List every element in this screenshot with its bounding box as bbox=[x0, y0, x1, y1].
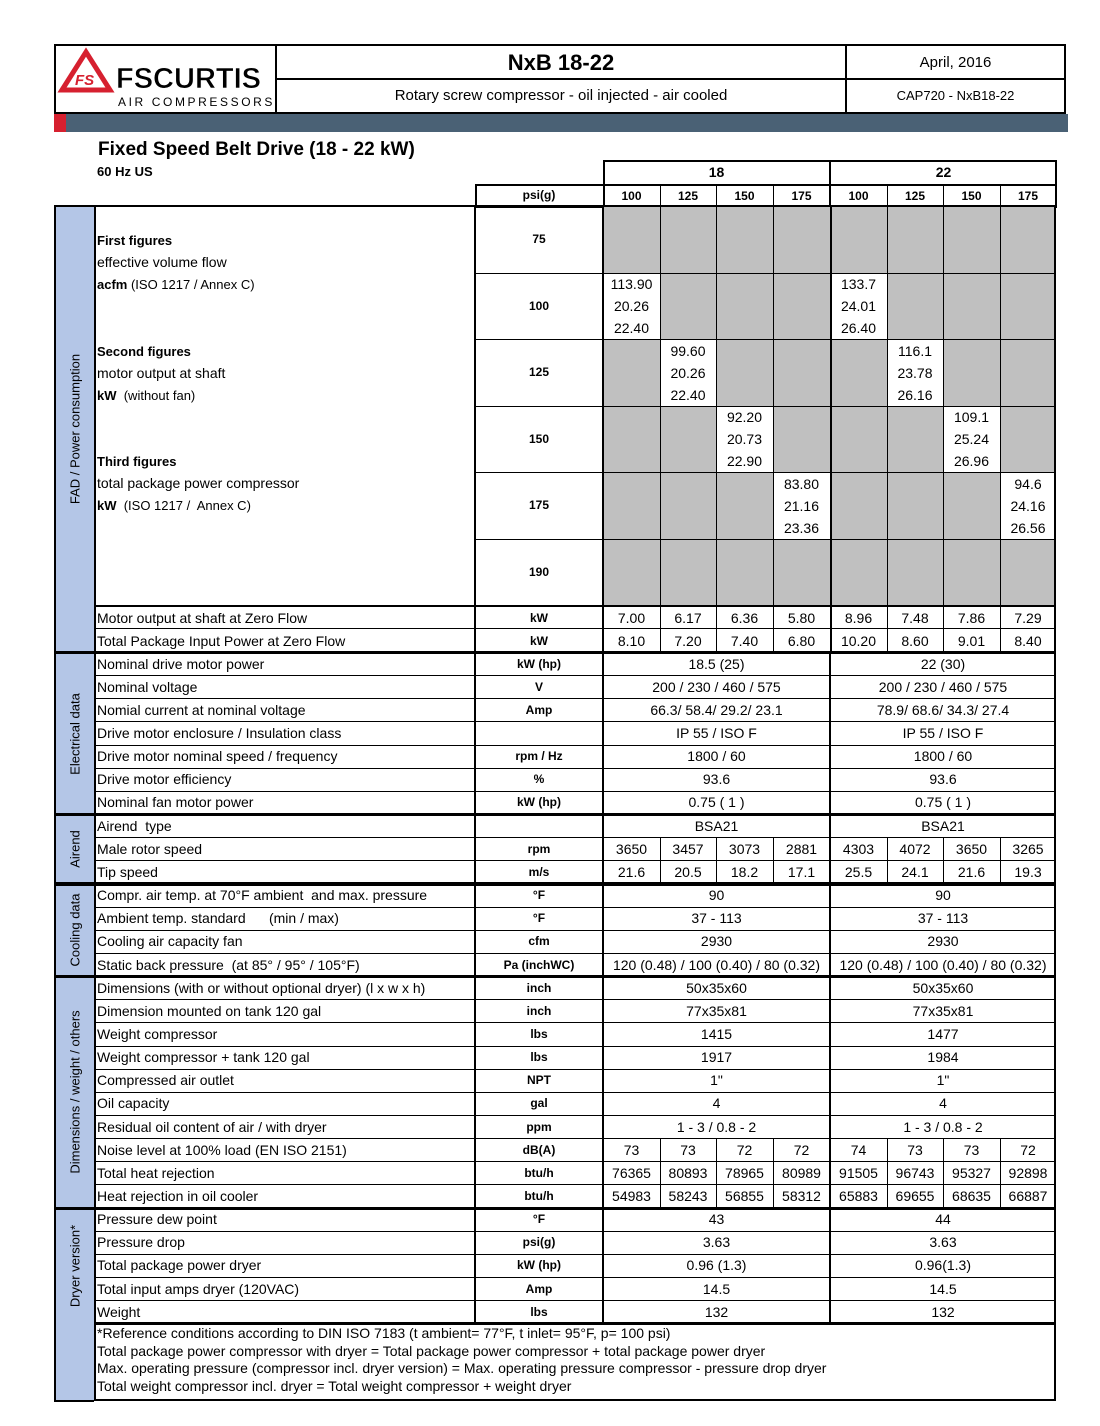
spec-row-value: 74 bbox=[850, 1141, 867, 1158]
footnote-line: *Reference conditions according to DIN ISO 7183 (t ambient= 77°F, t inlet= 95°F, p= 100 psi) bbox=[97, 1325, 671, 1342]
spec-row-value: 72 bbox=[793, 1141, 810, 1158]
pressure-header: 175 bbox=[1017, 189, 1039, 203]
spec-value-18: 1800 / 60 bbox=[687, 748, 746, 765]
spec-value-22: 93.6 bbox=[929, 771, 957, 788]
section-label: Airend bbox=[67, 830, 83, 869]
fad-value: 113.90 bbox=[610, 276, 653, 292]
spec-value-18: BSA21 bbox=[694, 817, 739, 834]
spec-row-unit: lbs bbox=[530, 1050, 548, 1065]
brand-logo bbox=[56, 46, 277, 112]
spec-value-18: 1917 bbox=[700, 1049, 733, 1066]
spec-value-18: 132 bbox=[704, 1303, 729, 1320]
fad-value: 23.78 bbox=[897, 364, 933, 381]
fad-label-bold: acfm bbox=[97, 276, 128, 292]
spec-row-unit: rpm bbox=[527, 841, 551, 856]
spec-row-unit: gal bbox=[530, 1096, 548, 1111]
fad-value: 20.26 bbox=[613, 298, 650, 314]
spec-row-value: 2881 bbox=[785, 840, 818, 857]
spec-row-unit: psi(g) bbox=[522, 1235, 556, 1250]
grid-line bbox=[474, 1208, 476, 1324]
fad-value: 22.90 bbox=[726, 453, 763, 469]
spec-row-unit: inch bbox=[526, 1003, 552, 1018]
pressure-header: 150 bbox=[961, 189, 982, 203]
spec-value-22: 14.5 bbox=[929, 1280, 957, 1297]
spec-value-18: 93.6 bbox=[702, 771, 731, 788]
header-accent-red bbox=[54, 114, 66, 132]
spec-value-18: 37 - 113 bbox=[691, 910, 742, 927]
section-frame bbox=[94, 884, 1056, 978]
spec-value-22: 1800 / 60 bbox=[913, 748, 973, 765]
fad-pressure-125: 125 bbox=[528, 365, 550, 380]
pressure-header: 125 bbox=[904, 189, 926, 203]
spec-row-unit: °F bbox=[532, 911, 546, 926]
fad-pressure-75: 75 bbox=[532, 232, 546, 247]
section-frame bbox=[94, 205, 1056, 653]
zero-flow-value: 7.40 bbox=[730, 632, 759, 649]
spec-row-label: Total input amps dryer (120VAC) bbox=[97, 1280, 300, 1297]
spec-row-label: Pressure dew point bbox=[97, 1211, 217, 1228]
spec-value-18: 0.96 (1.3) bbox=[686, 1257, 747, 1274]
grid-line bbox=[602, 1208, 604, 1324]
spec-value-18: 1415 bbox=[700, 1025, 733, 1042]
fs-curtis-logo-icon bbox=[56, 46, 273, 112]
spec-row-unit: Amp bbox=[525, 1281, 553, 1296]
spec-row-unit: V bbox=[534, 679, 543, 694]
page-subtitle: 60 Hz US bbox=[97, 164, 153, 179]
zero-flow-unit: kW bbox=[530, 633, 548, 648]
spec-value-18: 0.75 ( 1 ) bbox=[688, 794, 745, 811]
spec-value-22: 1477 bbox=[927, 1025, 959, 1042]
pressure-header: 100 bbox=[848, 189, 869, 203]
zero-flow-label: Motor output at shaft at Zero Flow bbox=[97, 609, 308, 626]
grid-line bbox=[602, 205, 604, 652]
spec-value-22: 3.63 bbox=[929, 1234, 957, 1251]
doc-code: CAP720 - NxB18-22 bbox=[896, 88, 1015, 103]
spec-row-unit: kW (hp) bbox=[517, 1258, 561, 1273]
spec-row-unit: inch bbox=[526, 980, 552, 995]
spec-row-label: Oil capacity bbox=[97, 1095, 170, 1112]
spec-value-18: 90 bbox=[708, 887, 725, 904]
spec-row-value: 69655 bbox=[895, 1188, 935, 1204]
fad-label-bold: First figures bbox=[97, 232, 173, 248]
fad-value: 94.6 bbox=[1014, 475, 1042, 492]
pressure-header: 125 bbox=[677, 189, 699, 203]
fad-value: 99.60 bbox=[670, 342, 706, 359]
zero-flow-value: 8.60 bbox=[901, 632, 929, 649]
spec-row-label: Weight bbox=[97, 1303, 141, 1320]
spec-value-22: 1984 bbox=[927, 1049, 959, 1066]
spec-row-value: 72 bbox=[1020, 1141, 1036, 1158]
spec-value-18: 120 (0.48) / 100 (0.40) / 80 (0.32) bbox=[612, 956, 820, 973]
spec-row-value: 91505 bbox=[839, 1164, 878, 1181]
spec-row-label: Nominal voltage bbox=[97, 678, 198, 695]
zero-flow-value: 6.80 bbox=[787, 632, 816, 649]
fad-pressure-100: 100 bbox=[528, 298, 550, 313]
spec-row-value: 96743 bbox=[895, 1164, 935, 1181]
spec-row-label: Static back pressure (at 85° / 95° / 105°F) bbox=[97, 956, 360, 973]
fad-label-text: (without fan) bbox=[116, 387, 196, 403]
spec-row-label: Weight compressor + tank 120 gal bbox=[97, 1049, 310, 1066]
spec-row-label: Compressed air outlet bbox=[97, 1072, 234, 1089]
fad-value: 109.1 bbox=[953, 409, 990, 425]
spec-row-label: Total heat rejection bbox=[97, 1164, 215, 1181]
spec-row-unit: btu/h bbox=[524, 1165, 554, 1180]
footnote-line: Max. operating pressure (compressor incl. dryer version) = Max. operating pressure compressor - pressure drop dryer bbox=[97, 1360, 827, 1377]
footnote-line: Total weight compressor incl. dryer = Total weight compressor + weight dryer bbox=[97, 1377, 572, 1394]
fad-value: 20.26 bbox=[670, 364, 706, 381]
spec-value-22: 1" bbox=[936, 1072, 950, 1089]
spec-value-22: 22 (30) bbox=[920, 655, 966, 672]
section-sidebar bbox=[54, 814, 94, 884]
spec-row-unit: kW (hp) bbox=[517, 656, 561, 671]
spec-row-label: Drive motor nominal speed / frequency bbox=[97, 748, 338, 765]
section-label: Cooling data bbox=[67, 893, 83, 967]
section-sidebar bbox=[54, 1208, 94, 1325]
spec-value-22: 78.9/ 68.6/ 34.3/ 27.4 bbox=[876, 701, 1010, 718]
spec-row-value: 3265 bbox=[1012, 840, 1044, 857]
spec-value-22: 50x35x60 bbox=[912, 979, 974, 996]
spec-value-22: 37 - 113 bbox=[917, 910, 969, 927]
spec-value-22: IP 55 / ISO F bbox=[902, 725, 984, 741]
group-header-22: 22 bbox=[935, 164, 952, 180]
spec-value-22: 4 bbox=[939, 1095, 947, 1112]
spec-row-label: Airend type bbox=[97, 817, 172, 834]
spec-row-value: 73 bbox=[680, 1141, 696, 1158]
fad-label-bold: Second figures bbox=[97, 343, 191, 359]
spec-row-unit: cfm bbox=[528, 934, 550, 949]
spec-row-label: Dimensions (with or without optional dryer) (l x w x h) bbox=[97, 979, 426, 996]
spec-value-18: 50x35x60 bbox=[686, 979, 747, 996]
spec-row-value: 3073 bbox=[728, 840, 761, 857]
zero-flow-value: 6.17 bbox=[674, 609, 702, 626]
spec-row-unit: NPT bbox=[527, 1073, 551, 1088]
fad-value: 22.40 bbox=[670, 386, 706, 403]
grid-line bbox=[474, 884, 476, 977]
spec-row-value: 3650 bbox=[615, 840, 648, 857]
pressure-header: 150 bbox=[734, 189, 755, 203]
spec-row-label: Tip speed bbox=[97, 863, 158, 880]
spec-row-unit: °F bbox=[532, 888, 546, 903]
spec-row-value: 20.5 bbox=[674, 863, 702, 880]
fad-label-bold: kW bbox=[97, 387, 117, 403]
fad-label-text: total package power compressor bbox=[97, 475, 300, 491]
spec-row-label: Pressure drop bbox=[97, 1234, 185, 1251]
spec-row-unit: lbs bbox=[530, 1304, 548, 1319]
zero-flow-value: 6.36 bbox=[730, 609, 759, 626]
spec-row-value: 80989 bbox=[782, 1164, 821, 1181]
zero-flow-value: 7.00 bbox=[617, 609, 646, 626]
spec-row-label: Compr. air temp. at 70°F ambient and max. pressure bbox=[97, 887, 428, 904]
doc-model-title: NxB 18-22 bbox=[277, 46, 847, 80]
spec-row-label: Male rotor speed bbox=[97, 840, 203, 857]
spec-value-18: 3.63 bbox=[702, 1234, 731, 1251]
spec-row-value: 72 bbox=[736, 1141, 753, 1158]
zero-flow-value: 8.40 bbox=[1014, 632, 1042, 649]
grid-line bbox=[474, 652, 476, 814]
section-label: Electrical data bbox=[67, 692, 83, 775]
spec-row-unit: btu/h bbox=[524, 1189, 554, 1203]
fad-value: 20.73 bbox=[726, 431, 763, 447]
spec-row-value: 76365 bbox=[612, 1164, 651, 1181]
svg-text:FS: FS bbox=[75, 72, 95, 89]
grid-line bbox=[602, 814, 604, 883]
zero-flow-value: 8.10 bbox=[617, 632, 646, 649]
spec-row-label: Nomial current at nominal voltage bbox=[97, 701, 306, 718]
spec-row-value: 21.6 bbox=[957, 863, 986, 880]
spec-row-label: Dimension mounted on tank 120 gal bbox=[97, 1002, 322, 1019]
spec-value-22: 2930 bbox=[927, 933, 959, 950]
spec-row-value: 65883 bbox=[839, 1188, 878, 1204]
footnote-line: Total package power compressor with dryer = Total package power compressor + total package power dryer bbox=[97, 1342, 766, 1359]
spec-row-value: 3650 bbox=[955, 840, 988, 857]
fad-value: 25.24 bbox=[953, 431, 990, 447]
zero-flow-value: 7.20 bbox=[674, 632, 702, 649]
grid-line bbox=[474, 205, 476, 652]
grid-line bbox=[602, 652, 604, 814]
spec-value-22: 120 (0.48) / 100 (0.40) / 80 (0.32) bbox=[839, 956, 1047, 973]
spec-row-value: 4303 bbox=[842, 840, 875, 857]
spec-row-value: 17.1 bbox=[787, 863, 816, 880]
spec-row-value: 18.2 bbox=[730, 863, 759, 880]
spec-row-value: 58312 bbox=[782, 1188, 821, 1204]
section-label: Dimensions / weight / others bbox=[67, 1010, 83, 1174]
fad-value: 22.40 bbox=[613, 320, 650, 336]
zero-flow-value: 7.48 bbox=[901, 609, 929, 626]
zero-flow-value: 7.86 bbox=[957, 609, 986, 626]
fad-value: 21.16 bbox=[783, 497, 820, 514]
pressure-header: 100 bbox=[621, 189, 642, 203]
fad-pressure-190: 190 bbox=[528, 564, 550, 579]
section-label: Dryer version* bbox=[67, 1224, 83, 1308]
spec-row-value: 73 bbox=[963, 1141, 980, 1158]
fad-label-text: (ISO 1217 / Annex C) bbox=[127, 276, 255, 292]
zero-flow-label: Total Package Input Power at Zero Flow bbox=[97, 632, 346, 649]
spec-value-18: 1 - 3 / 0.8 - 2 bbox=[676, 1118, 757, 1135]
spec-value-18: 77x35x81 bbox=[686, 1002, 747, 1019]
fad-label-text: effective volume flow bbox=[97, 254, 227, 270]
spec-value-18: 4 bbox=[712, 1095, 721, 1112]
spec-value-18: 43 bbox=[708, 1211, 725, 1228]
fad-label-bold: Third figures bbox=[97, 453, 177, 469]
fad-value: 116.1 bbox=[898, 342, 932, 359]
spec-row-label: Nominal drive motor power bbox=[97, 655, 265, 672]
page-title: Fixed Speed Belt Drive (18 - 22 kW) bbox=[98, 139, 415, 160]
spec-row-label: Residual oil content of air / with dryer bbox=[97, 1118, 327, 1135]
spec-row-label: Drive motor efficiency bbox=[97, 771, 232, 788]
spec-row-value: 80893 bbox=[668, 1164, 708, 1181]
spec-row-unit: Pa (inchWC) bbox=[503, 957, 575, 972]
header-accent-blue bbox=[66, 114, 1068, 132]
spec-value-22: 132 bbox=[931, 1303, 955, 1320]
spec-row-unit: rpm / Hz bbox=[515, 749, 563, 764]
section-sidebar bbox=[54, 976, 94, 1209]
svg-text:FSCURTIS: FSCURTIS bbox=[116, 63, 261, 95]
fad-value: 26.56 bbox=[1010, 519, 1046, 536]
spec-row-value: 4072 bbox=[899, 840, 931, 857]
spec-value-22: 0.96(1.3) bbox=[914, 1257, 972, 1274]
spec-row-unit: % bbox=[533, 772, 545, 787]
group-header-18: 18 bbox=[708, 164, 725, 180]
spec-row-label: Total package power dryer bbox=[97, 1257, 262, 1274]
grid-line bbox=[474, 976, 476, 1208]
fad-value: 92.20 bbox=[726, 409, 763, 425]
spec-row-value: 73 bbox=[907, 1141, 923, 1158]
spec-row-value: 73 bbox=[623, 1141, 640, 1158]
spec-value-18: 200 / 230 / 460 / 575 bbox=[652, 678, 781, 695]
spec-value-18: IP 55 / ISO F bbox=[676, 725, 757, 741]
fad-label-text: motor output at shaft bbox=[97, 365, 226, 381]
spec-value-18: 66.3/ 58.4/ 29.2/ 23.1 bbox=[650, 701, 783, 718]
fad-pressure-150: 150 bbox=[528, 431, 550, 446]
spec-row-unit: °F bbox=[532, 1212, 546, 1227]
spec-row-unit: kW (hp) bbox=[517, 795, 561, 810]
section-frame bbox=[94, 1208, 1056, 1325]
spec-row-value: 95327 bbox=[952, 1164, 991, 1181]
fad-value: 83.80 bbox=[783, 475, 820, 492]
fad-label-bold: kW bbox=[97, 497, 117, 513]
fad-value: 133.7 bbox=[840, 276, 877, 292]
spec-value-22: 77x35x81 bbox=[912, 1002, 974, 1019]
spec-value-18: 18.5 (25) bbox=[688, 655, 745, 672]
fad-value: 24.01 bbox=[840, 298, 877, 314]
spec-row-label: Weight compressor bbox=[97, 1025, 218, 1042]
spec-row-value: 58243 bbox=[668, 1188, 708, 1204]
grid-line bbox=[474, 814, 476, 883]
spec-row-label: Nominal fan motor power bbox=[97, 794, 254, 811]
grid-line bbox=[602, 976, 604, 1208]
spec-row-value: 56855 bbox=[725, 1188, 764, 1204]
spec-row-label: Noise level at 100% load (EN ISO 2151) bbox=[97, 1141, 347, 1158]
document-header bbox=[54, 44, 1066, 114]
spec-row-value: 78965 bbox=[725, 1164, 764, 1181]
section-label: FAD / Power consumption bbox=[67, 353, 83, 505]
spec-value-22: 200 / 230 / 460 / 575 bbox=[878, 678, 1008, 695]
spec-value-18: 14.5 bbox=[702, 1280, 731, 1297]
zero-flow-value: 8.96 bbox=[844, 609, 873, 626]
spec-row-value: 92898 bbox=[1008, 1164, 1048, 1181]
spec-row-value: 25.5 bbox=[844, 863, 873, 880]
section-sidebar-notes bbox=[54, 1321, 94, 1402]
spec-row-unit: Amp bbox=[525, 702, 553, 717]
spec-row-unit: lbs bbox=[530, 1026, 548, 1041]
fad-pressure-175: 175 bbox=[528, 498, 550, 513]
section-frame bbox=[94, 652, 1056, 815]
fad-value: 26.16 bbox=[897, 386, 933, 403]
fad-value: 23.36 bbox=[783, 519, 820, 536]
zero-flow-value: 10.20 bbox=[840, 632, 877, 649]
unit-header: psi(g) bbox=[522, 188, 556, 202]
spec-row-label: Ambient temp. standard (min / max) bbox=[97, 910, 339, 927]
spec-row-unit: dB(A) bbox=[522, 1142, 556, 1157]
fad-value: 26.96 bbox=[953, 453, 990, 469]
spec-value-22: BSA21 bbox=[921, 817, 965, 834]
section-sidebar bbox=[54, 205, 94, 653]
spec-value-22: 1 - 3 / 0.8 - 2 bbox=[903, 1118, 983, 1135]
spec-row-value: 3457 bbox=[672, 840, 704, 857]
fad-value: 24.16 bbox=[1010, 497, 1046, 514]
doc-date: April, 2016 bbox=[847, 46, 1064, 80]
spec-row-value: 68635 bbox=[952, 1188, 991, 1204]
spec-row-unit: m/s bbox=[528, 864, 550, 879]
spec-row-label: Heat rejection in oil cooler bbox=[97, 1188, 259, 1204]
zero-flow-value: 7.29 bbox=[1014, 609, 1042, 626]
spec-value-22: 0.75 ( 1 ) bbox=[914, 794, 972, 811]
svg-text:AIR COMPRESSORS: AIR COMPRESSORS bbox=[118, 95, 273, 109]
spec-row-label: Drive motor enclosure / Insulation class bbox=[97, 725, 342, 741]
spec-row-value: 66887 bbox=[1008, 1188, 1048, 1204]
fad-label-text: (ISO 1217 / Annex C) bbox=[116, 497, 251, 513]
spec-row-value: 54983 bbox=[612, 1188, 651, 1204]
spec-value-22: 44 bbox=[935, 1211, 951, 1228]
spec-row-value: 21.6 bbox=[617, 863, 646, 880]
spec-value-22: 90 bbox=[935, 887, 951, 904]
zero-flow-value: 9.01 bbox=[957, 632, 986, 649]
zero-flow-unit: kW bbox=[530, 610, 548, 625]
spec-row-unit: ppm bbox=[526, 1119, 552, 1134]
spec-row-label: Cooling air capacity fan bbox=[97, 933, 243, 950]
spec-row-value: 19.3 bbox=[1014, 863, 1042, 880]
fad-value: 26.40 bbox=[840, 320, 877, 336]
grid-line bbox=[602, 884, 604, 977]
spec-value-18: 1" bbox=[710, 1072, 723, 1089]
section-frame bbox=[94, 814, 1056, 884]
spec-value-18: 2930 bbox=[700, 933, 733, 950]
section-frame bbox=[94, 976, 1056, 1209]
section-sidebar bbox=[54, 884, 94, 978]
pressure-header: 175 bbox=[791, 189, 812, 203]
spec-row-value: 24.1 bbox=[901, 863, 929, 880]
zero-flow-value: 5.80 bbox=[787, 609, 816, 626]
doc-model-subtitle: Rotary screw compressor - oil injected - air cooled bbox=[277, 80, 847, 112]
section-sidebar bbox=[54, 652, 94, 815]
